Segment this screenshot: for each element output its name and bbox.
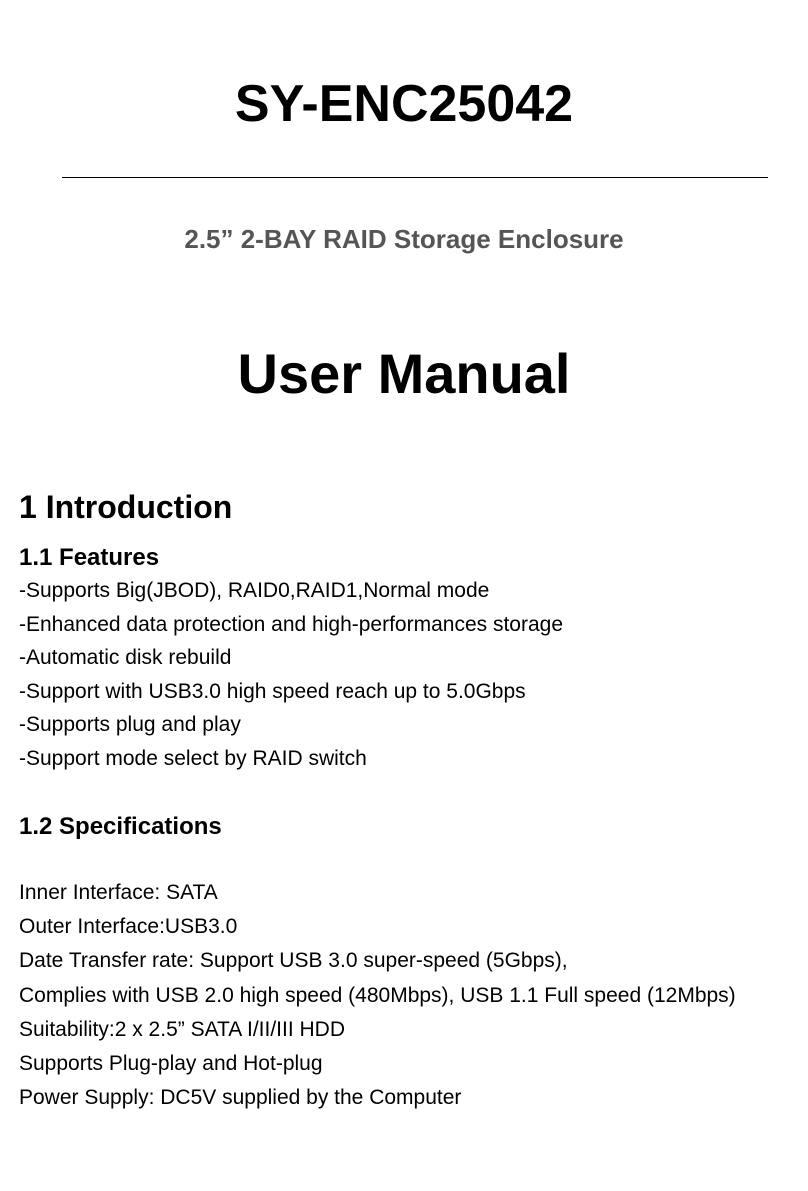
spec-item: Power Supply: DC5V supplied by the Computer: [19, 1086, 462, 1110]
features-heading: 1.1 Features: [19, 544, 160, 571]
spec-item: Date Transfer rate: Support USB 3.0 super-speed (5Gbps),: [19, 949, 568, 973]
introduction-heading: 1 Introduction: [19, 489, 233, 525]
specifications-list: [19, 876, 736, 1115]
product-title: SY-ENC25042: [234, 75, 574, 133]
spec-item: Suitability:2 x 2.5” SATA I/II/III HDD: [19, 1017, 345, 1041]
spec-item: Inner Interface: SATA: [19, 881, 218, 904]
feature-item: -Supports plug and play: [19, 713, 241, 737]
spec-item: Supports Plug-play and Hot-plug: [19, 1052, 323, 1076]
feature-item: -Automatic disk rebuild: [19, 646, 232, 670]
product-subtitle: 2.5” 2-BAY RAID Storage Enclosure: [184, 224, 624, 254]
manual-title: User Manual: [237, 342, 571, 405]
spec-item: Outer Interface:USB3.0: [19, 915, 238, 939]
features-list: [19, 574, 563, 776]
feature-item: -Support with USB3.0 high speed reach up to 5.0Gbps: [19, 679, 526, 703]
feature-item: -Supports Big(JBOD), RAID0,RAID1,Normal mode: [19, 579, 490, 602]
spec-item: Complies with USB 2.0 high speed (480Mbps), USB 1.1 Full speed (12Mbps): [19, 983, 736, 1007]
specifications-heading: 1.2 Specifications: [19, 813, 222, 840]
title-divider: [62, 177, 768, 178]
feature-item: -Enhanced data protection and high-performances storage: [19, 612, 564, 636]
feature-item: -Support mode select by RAID switch: [19, 746, 367, 770]
